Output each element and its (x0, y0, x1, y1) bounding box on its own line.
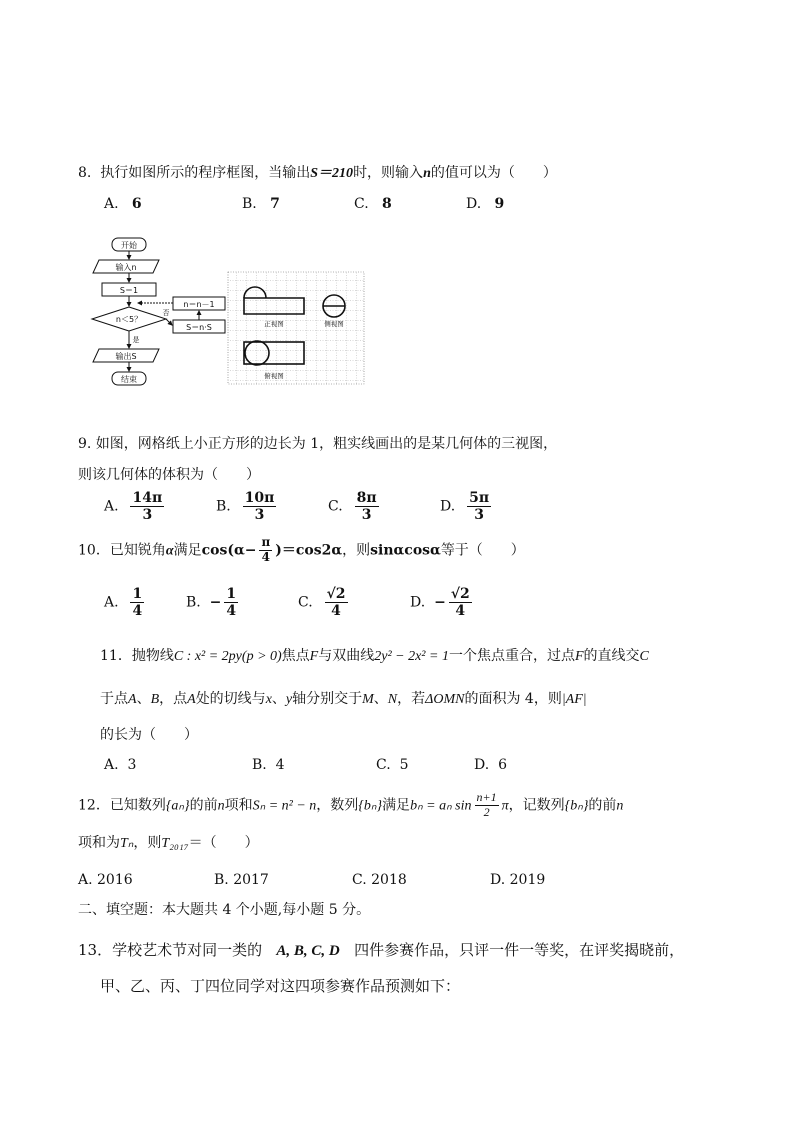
side-view-label: 侧视图 (324, 320, 344, 328)
q12-line2: 项和为Tₙ，则T₂₀₁₇＝（ ） (78, 835, 259, 851)
q9-stem-line2: 则该几何体的体积为（ ） (78, 467, 260, 483)
fc-yes: 是 (132, 336, 140, 344)
fc-init: S＝1 (119, 286, 139, 295)
top-view-label: 俯视图 (264, 372, 284, 380)
q8-option-c[interactable]: C. 8 (354, 196, 392, 212)
q8-stem: 8. 执行如图所示的程序框图，当输出S＝210时，则输入n的值可以为（ ） (78, 165, 557, 181)
q11-line1: 11．抛物线C : x² = 2py(p > 0)焦点F与双曲线2y² − 2x² = 1一个焦点重合，过点F的直线交C (100, 648, 649, 664)
q12-line1: 12．已知数列{aₙ}的前n项和Sₙ = n² − n，数列{bₙ}满足bₙ = aₙ sin $\frac{n+1}{2}$ π，记数列{bₙ}的前n (78, 790, 624, 819)
q12-option-d[interactable]: D. 2019 (490, 872, 546, 888)
q11-option-d[interactable]: D. 6 (474, 757, 508, 773)
section-heading-fill-in: 二、填空题：本大题共 4 个小题,每小题 5 分。 (78, 902, 371, 918)
q9-option-c[interactable]: C. $\frac{8\pi}{3}$ (328, 490, 377, 524)
q10-option-b[interactable]: B. − $\frac{1}{4}$ (186, 586, 237, 620)
front-view-label: 正视图 (264, 320, 284, 328)
fc-update-s: S＝n·S (186, 323, 212, 332)
fc-input: 输入n (115, 263, 137, 272)
q9-stem-line1: 9. 如图，网格纸上小正方形的边长为 1，粗实线画出的是某几何体的三视图， (78, 436, 558, 452)
q11-option-c[interactable]: C. 5 (376, 757, 409, 773)
q12-option-c[interactable]: C. 2018 (352, 872, 407, 888)
q10-option-d[interactable]: D. − $\frac{√2}{4}$ (410, 586, 470, 620)
q11-line3: 的长为（ ） (100, 727, 198, 743)
q11-option-b[interactable]: B. 4 (252, 757, 285, 773)
three-view-drawing (226, 270, 366, 386)
q11-line2: 于点A、B，点A处的切线与x、y轴分别交于M、N，若ΔOMN的面积为 4，则|AF| (100, 691, 587, 707)
q8-option-d[interactable]: D. 9 (466, 196, 505, 212)
q10-stem: 10．已知锐角α满足cos(α− $\frac{\pi}{4}$ )＝cos2α，则sinαcosα等于（ ） (78, 535, 525, 564)
q10-option-a[interactable]: A. $\frac{1}{4}$ (104, 586, 143, 620)
fc-update-n: n＝n－1 (183, 300, 215, 309)
q9-option-b[interactable]: B. $\frac{10\pi}{3}$ (216, 490, 275, 524)
fc-output: 输出S (115, 352, 137, 361)
q13-line1: 13．学校艺术节对同一类的 A, B, C, D 四件参赛作品，只评一件一等奖，在评奖揭晓前， (78, 941, 685, 959)
q12-option-a[interactable]: A. 2016 (78, 872, 133, 888)
fc-cond: n＜5？ (115, 315, 143, 324)
q9-option-d[interactable]: D. $\frac{5\pi}{3}$ (440, 490, 490, 524)
fc-end: 结束 (121, 375, 137, 384)
q9-option-a[interactable]: A. $\frac{14\pi}{3}$ (104, 490, 163, 524)
fc-start: 开始 (121, 241, 137, 250)
fc-no: 否 (162, 309, 170, 317)
q8-option-b[interactable]: B. 7 (242, 196, 280, 212)
flowchart (86, 236, 232, 390)
q11-option-a[interactable]: A. 3 (104, 757, 137, 773)
q13-line2: 甲、乙、丙、丁四位同学对这四项参赛作品预测如下： (100, 977, 461, 995)
q12-option-b[interactable]: B. 2017 (214, 872, 269, 888)
q10-option-c[interactable]: C. $\frac{√2}{4}$ (298, 586, 346, 620)
q8-option-a[interactable]: A. 6 (104, 196, 142, 212)
